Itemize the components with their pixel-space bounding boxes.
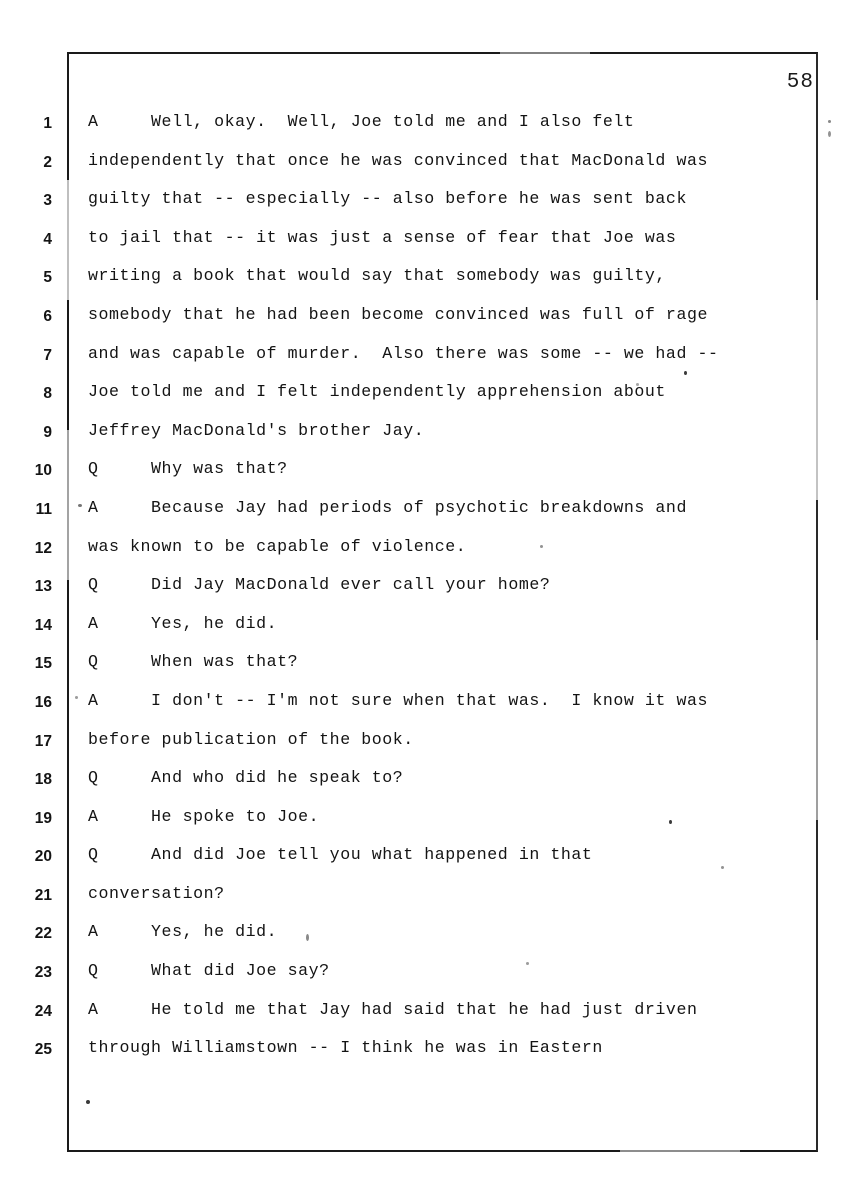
dust-speck (306, 934, 309, 941)
line-text: A I don't -- I'm not sure when that was. I know it was (88, 690, 708, 710)
dust-speck (278, 198, 281, 201)
dust-speck (540, 545, 543, 548)
line-number: 12 (34, 539, 52, 557)
line-text: independently that once he was convinced that MacDonald was (88, 150, 708, 170)
line-text: to jail that -- it was just a sense of fear that Joe was (88, 227, 677, 247)
line-text: A Because Jay had periods of psychotic breakdowns and (88, 497, 687, 517)
transcript-line (0, 961, 860, 1000)
line-number: 14 (34, 616, 52, 634)
line-text: Jeffrey MacDonald's brother Jay. (88, 420, 425, 440)
dust-speck (636, 383, 639, 386)
line-number: 19 (34, 809, 52, 827)
line-text: Q And who did he speak to? (88, 768, 404, 788)
transcript-line (0, 614, 860, 653)
line-number: 11 (35, 500, 52, 518)
line-number: 5 (43, 269, 52, 287)
line-text: Q Did Jay MacDonald ever call your home? (88, 575, 551, 595)
line-number: 18 (34, 771, 52, 789)
line-number: 21 (34, 886, 52, 904)
line-text: Q Why was that? (88, 459, 288, 479)
line-text: Joe told me and I felt independently apprehension about (88, 382, 666, 402)
line-text: A Yes, he did. (88, 922, 278, 942)
transcript-line (0, 1038, 860, 1077)
transcript-line (0, 459, 860, 498)
line-number: 13 (34, 578, 52, 596)
page-border-bottom-fade (620, 1149, 740, 1153)
dust-speck (684, 371, 687, 375)
line-number: 2 (43, 153, 52, 171)
dust-speck (86, 1100, 90, 1104)
line-text: somebody that he had been become convinced was full of rage (88, 304, 708, 324)
transcript-line (0, 1000, 860, 1039)
line-number: 22 (34, 925, 52, 943)
dust-speck (828, 131, 831, 137)
transcript-line (0, 922, 860, 961)
transcript-line (0, 691, 860, 730)
transcript-line (0, 112, 860, 151)
line-text: through Williamstown -- I think he was in Eastern (88, 1038, 603, 1058)
line-text: guilty that -- especially -- also before he was sent back (88, 189, 687, 209)
transcript-line (0, 189, 860, 228)
line-number: 15 (34, 655, 52, 673)
transcript-line (0, 305, 860, 344)
line-number: 9 (43, 423, 52, 441)
line-text: A Yes, he did. (88, 613, 278, 633)
line-text: Q And did Joe tell you what happened in that (88, 845, 593, 865)
line-number: 24 (34, 1002, 52, 1020)
line-text: Q When was that? (88, 652, 299, 672)
transcript-line (0, 884, 860, 923)
dust-speck (526, 962, 529, 965)
line-text: and was capable of murder. Also there was some -- we had -- (88, 343, 719, 363)
transcript-line (0, 807, 860, 846)
line-number: 17 (34, 732, 52, 750)
dust-speck (721, 866, 724, 869)
line-number: 10 (34, 462, 52, 480)
line-number: 3 (43, 192, 52, 210)
dust-speck (828, 120, 831, 123)
transcript-line (0, 382, 860, 421)
dust-speck (669, 820, 672, 824)
transcript-line (0, 151, 860, 190)
dust-speck (78, 504, 82, 507)
line-text: before publication of the book. (88, 729, 414, 749)
transcript-line (0, 768, 860, 807)
line-number: 8 (43, 385, 52, 403)
transcript-line (0, 537, 860, 576)
page-border-top-fade (500, 51, 590, 54)
line-text: A Well, okay. Well, Joe told me and I also felt (88, 112, 635, 131)
line-number: 25 (34, 1041, 52, 1059)
line-number: 7 (43, 346, 52, 364)
transcript-line (0, 498, 860, 537)
line-number: 6 (43, 307, 52, 325)
transcript-line (0, 845, 860, 884)
transcript-line (0, 421, 860, 460)
transcript-line (0, 228, 860, 267)
line-text: Q What did Joe say? (88, 961, 330, 981)
transcript-line (0, 652, 860, 691)
line-text: conversation? (88, 883, 225, 903)
transcript-line (0, 344, 860, 383)
dust-speck (75, 696, 78, 699)
line-number: 20 (34, 848, 52, 866)
line-number: 16 (34, 693, 52, 711)
line-text: A He spoke to Joe. (88, 806, 320, 826)
page-number: 58 (786, 71, 814, 94)
transcript-body (0, 112, 860, 1077)
transcript-line (0, 575, 860, 614)
line-number: 1 (43, 115, 52, 132)
line-text: was known to be capable of violence. (88, 536, 467, 556)
line-text: A He told me that Jay had said that he had just driven (88, 999, 698, 1019)
line-text: writing a book that would say that somebody was guilty, (88, 266, 666, 286)
line-number: 23 (34, 964, 52, 982)
transcript-line (0, 730, 860, 769)
transcript-line (0, 266, 860, 305)
line-number: 4 (43, 230, 52, 248)
